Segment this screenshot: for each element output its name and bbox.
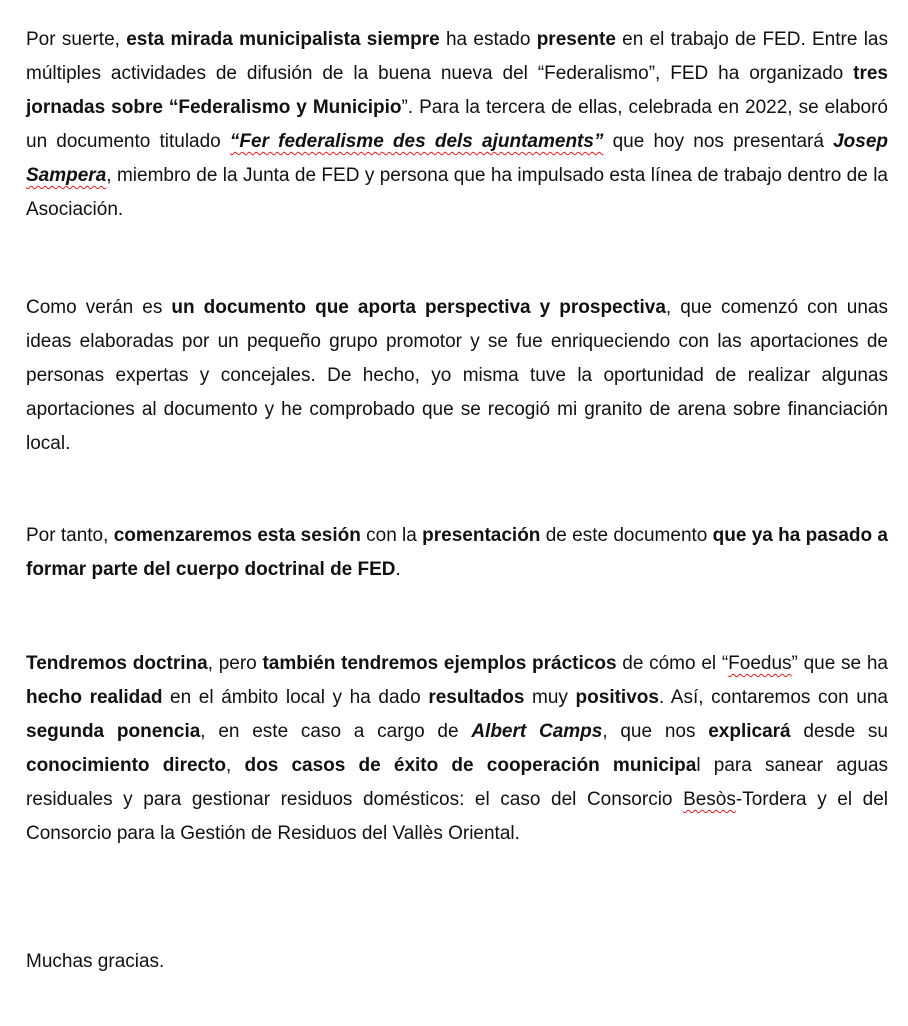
bold-text-run: presente	[536, 29, 616, 50]
bold-text-run: hecho realidad	[26, 687, 163, 708]
bold-text-run: esta mirada municipalista siempre	[126, 29, 440, 50]
bold-text-run: Tendremos doctrina	[26, 653, 208, 674]
text-run: con la	[360, 525, 423, 546]
text-run: , que comenzó con unas ideas elaboradas por un pequeño grupo promotor y se fue enriqueciendo con las aportaciones de personas expertas y concejales. De hecho, yo misma tuve la oportunidad de realizar algunas aportaciones al documento y he comprobado que se recogió mi granito de arena sobre financiación local.	[26, 297, 888, 454]
text-run: que hoy nos presentará	[603, 131, 834, 152]
text-run: desde su	[790, 721, 888, 742]
bold-text-run: también tendremos ejemplos prácticos	[262, 653, 617, 674]
bold-text-run: segunda ponencia	[26, 721, 201, 742]
text-run: , miembro de la Junta de FED y persona que ha impulsado esta línea de trabajo dentro de la Asociación.	[26, 165, 888, 220]
paragraph-intro	[26, 23, 888, 227]
text-run: , que nos	[602, 721, 709, 742]
text-run: en el ámbito local y ha dado	[162, 687, 429, 708]
bold-text-run: conocimiento directo	[26, 755, 227, 776]
text-run: Por tanto,	[26, 525, 114, 546]
text-run: ha estado	[439, 29, 537, 50]
bold-text-run: tres jornadas sobre “Federalismo y Municipio	[26, 63, 888, 118]
spellcheck-flagged-word: Besòs	[683, 789, 736, 810]
bold-text-run: un documento que aporta perspectiva y prospectiva	[171, 297, 666, 318]
text-run: , pero	[207, 653, 263, 674]
bold-italic-spellcheck-flagged-text: Sampera	[26, 165, 107, 186]
text-run: Muchas gracias.	[26, 951, 165, 972]
text-run: en el trabajo de FED. Entre las múltiples actividades de difusión de la buena nueva del “Federalismo”, FED ha organizado	[26, 29, 888, 84]
bold-italic-text-run: Albert Camps	[471, 721, 603, 742]
text-run: , en este caso a cargo de	[200, 721, 472, 742]
bold-text-run: resultados	[428, 687, 525, 708]
paragraph-session-start	[26, 519, 888, 587]
text-run: muy	[524, 687, 576, 708]
paragraph-practical-examples	[26, 647, 888, 851]
bold-text-run: comenzaremos esta sesión	[113, 525, 361, 546]
bold-text-run: que ya ha pasado a formar parte del cuerpo doctrinal de FED	[26, 525, 888, 580]
bold-text-run: dos casos de éxito de cooperación municipa	[244, 755, 697, 776]
text-run: l para sanear aguas residuales y para gestionar residuos domésticos: el caso del Consorcio	[26, 755, 889, 810]
text-run: -Tordera y el del Consorcio para la Gestión de Residuos del Vallès Oriental.	[26, 789, 888, 844]
text-run: de este documento	[540, 525, 713, 546]
text-run: .	[395, 559, 401, 580]
paragraph-closing	[26, 945, 888, 979]
bold-text-run: presentación	[422, 525, 541, 546]
bold-text-run: explicará	[708, 721, 791, 742]
text-run: ”. Para la tercera de ellas, celebrada en 2022, se elaboró un documento titulado	[26, 97, 888, 152]
text-run: de cómo el “	[616, 653, 729, 674]
spellcheck-flagged-word: Foedus	[728, 653, 792, 674]
paragraph-document-description	[26, 291, 888, 461]
text-run: Como verán es	[26, 297, 172, 318]
text-run: ,	[226, 755, 245, 776]
bold-text-run: positivos	[575, 687, 659, 708]
text-run: Por suerte,	[26, 29, 127, 50]
bold-italic-text-run: Josep	[833, 131, 889, 152]
bold-italic-spellcheck-flagged-text: “Fer federalisme des dels ajuntaments”	[229, 131, 604, 152]
text-run: ” que se ha	[791, 653, 888, 674]
text-run: . Así, contaremos con una	[658, 687, 888, 708]
